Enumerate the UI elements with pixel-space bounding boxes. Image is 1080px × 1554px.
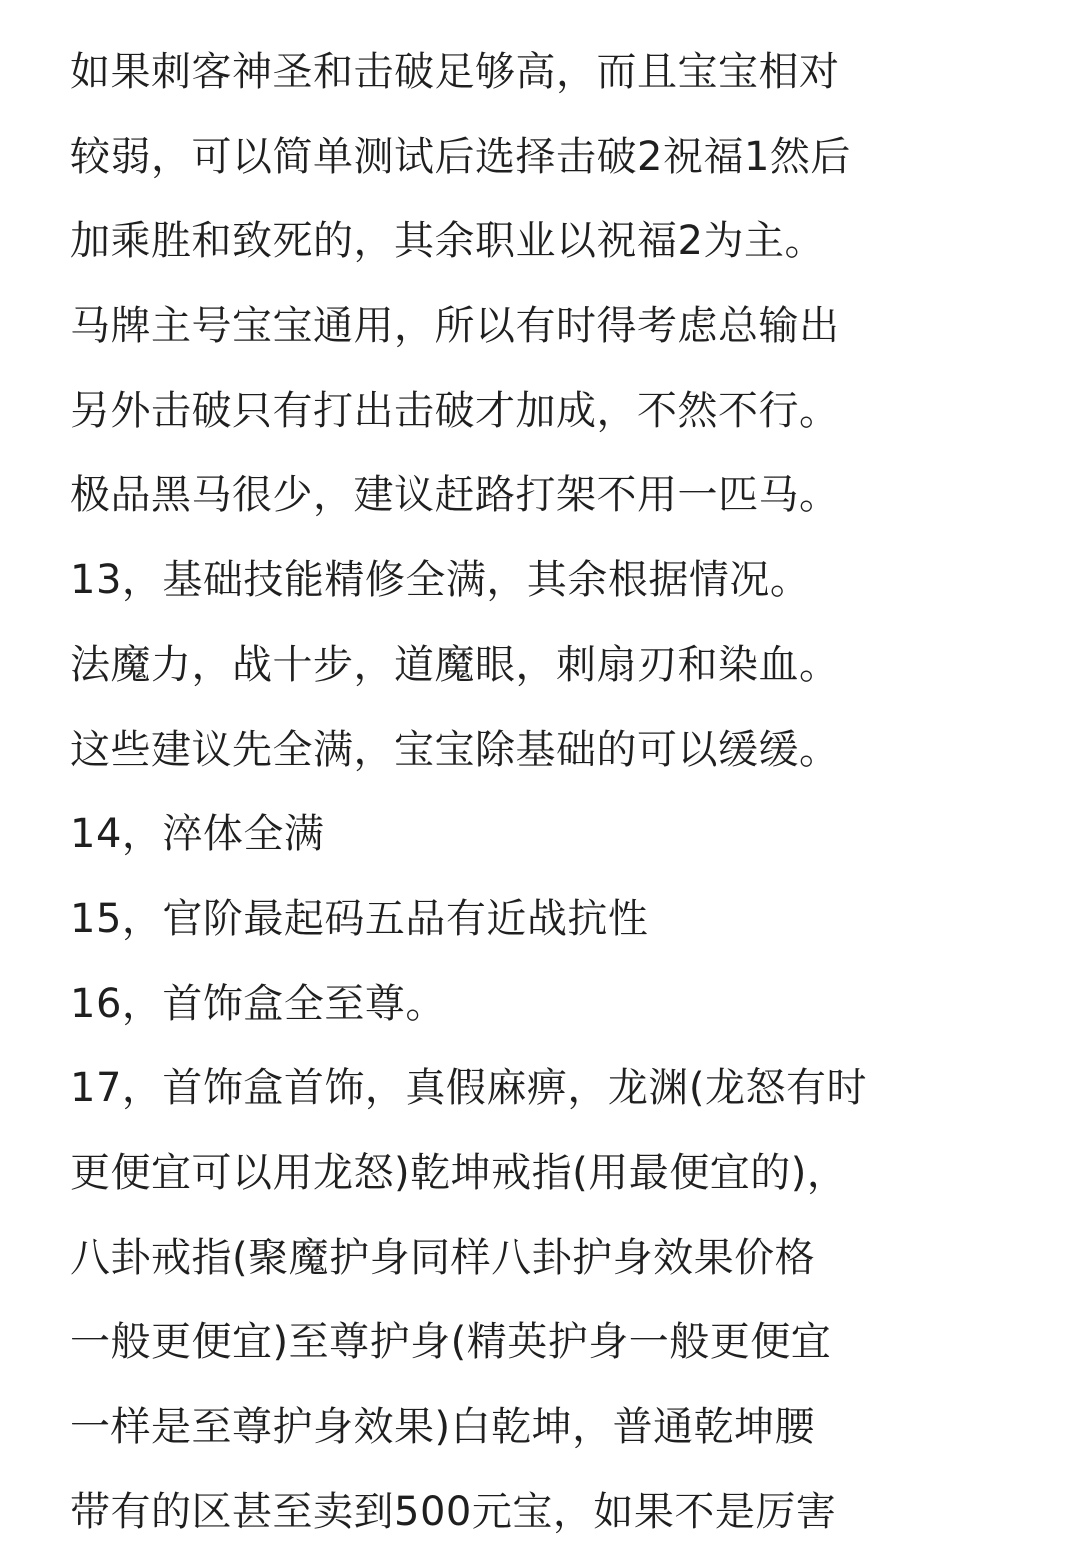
text-line: 较弱，可以简单测试后选择击破2祝福1然后 — [70, 133, 851, 180]
text-line: 一样是至尊护身效果)白乾坤，普通乾坤腰 — [70, 1404, 816, 1450]
article-body — [70, 30, 1010, 1554]
text-line: 13，基础技能精修全满，其余根据情况。 — [70, 557, 811, 604]
text-line: 16，首饰盒全至尊。 — [70, 980, 446, 1027]
text-line: 法魔力，战十步，道魔眼，刺扇刃和染血。 — [70, 641, 840, 688]
text-line: 更便宜可以用龙怒)乾坤戒指(用最便宜的)， — [70, 1149, 848, 1196]
text-line: 一般更便宜)至尊护身(精英护身一般更便宜 — [70, 1319, 832, 1366]
text-line: 17，首饰盒首饰，真假麻痹，龙渊(龙怒有时 — [70, 1065, 868, 1112]
text-line: 八卦戒指(聚魔护身同样八卦护身效果价格 — [70, 1234, 816, 1281]
text-line: 14，淬体全满 — [70, 811, 325, 858]
text-line: 这些建议先全满，宝宝除基础的可以缓缓。 — [70, 726, 840, 773]
text-line: 另外击破只有打出击破才加成，不然不行。 — [70, 387, 840, 434]
text-line: 15，官阶最起码五品有近战抗性 — [70, 895, 649, 942]
text-line: 极品黑马很少，建议赶路打架不用一匹马。 — [70, 472, 840, 519]
text-line: 带有的区甚至卖到500元宝，如果不是厉害 — [70, 1488, 837, 1535]
text-line: 马牌主号宝宝通用，所以有时得考虑总输出 — [70, 303, 840, 350]
text-line: 如果刺客神圣和击破足够高，而且宝宝相对 — [70, 49, 840, 95]
text-line: 加乘胜和致死的，其余职业以祝福2为主。 — [70, 218, 825, 265]
